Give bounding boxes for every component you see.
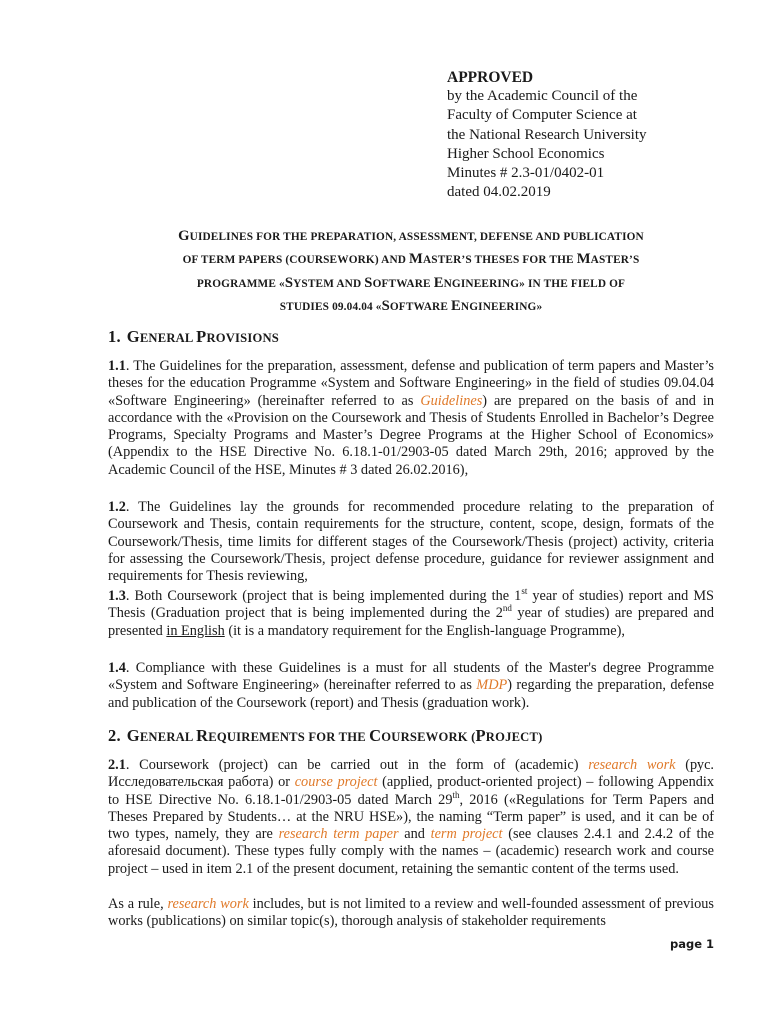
paragraph-1-3: 1.3. Both Coursework (project that is being implemented during the 1st year of studies) report and MS Thesis (Graduation project that is being implemented during the 2nd year of studies) are prepared and presented in English (it is a mandatory requirement for the English-language Programme),: [108, 586, 715, 639]
approval-line: by the Academic Council of the: [447, 88, 638, 105]
title-line: OF TERM PAPERS (COURSEWORK) AND MASTER’S THESES FOR THE MASTER’S: [182, 251, 640, 268]
approval-heading: APPROVED: [447, 69, 534, 86]
document-title: [108, 225, 714, 319]
section-1-heading: 1. GENERAL PROVISIONS: [108, 327, 279, 346]
page-number: page 1: [669, 937, 714, 951]
approval-line: the National Research University: [447, 126, 647, 143]
paragraph-1-2: 1.2. The Guidelines lay the grounds for recommended procedure relating to the preparation of Coursework and Thesis, contain requirements for the structure, content, scope, design, formats of the Coursework/Thesis, time limits for different stages of the Coursework/Thesis (project) activity, criteria for assessing the Coursework/Thesis, project defense procedure, guidance for reviewer assignment and requirements for Thesis reviewing,: [108, 499, 714, 585]
approval-line: dated 04.02.2019: [447, 184, 551, 201]
approval-line: Faculty of Computer Science at: [447, 107, 637, 124]
approval-line: Minutes # 2.3-01/0402-01: [447, 165, 605, 182]
title-line: PROGRAMME «SYSTEM AND SOFTWARE ENGINEERING» IN THE FIELD OF: [196, 274, 626, 291]
paragraph-2-rule: As a rule, research work includes, but is not limited to a review and well-founded assessment of previous works (publications) on similar topic(s), thorough analysis of stakeholder requirements: [108, 896, 714, 930]
paragraph-1-1: 1.1. The Guidelines for the preparation, assessment, defense and publication of term papers and Master’s theses for the education Programme «System and Software Engineering» in the field of studies 09.04.04 «Software Engineering» (hereinafter referred to as Guidelines) are prepared on the basis of and in accordance with the «Provision on the Coursework and Thesis of Students Enrolled in Bachelor’s Degree Programs, Specialty Programs and Master’s Degree Programs at the Higher School of Economics» (Appendix to the HSE Directive No. 6.18.1-01/2903-05 dated March 29th, 2016; approved by the Academic Council of the HSE, Minutes # 3 dated 26.02.2016),: [108, 358, 715, 478]
section-2-heading: 2. GENERAL REQUIREMENTS FOR THE COURSEWORK (PROJECT): [108, 726, 543, 745]
title-line: GUIDELINES FOR THE PREPARATION, ASSESSMENT, DEFENSE AND PUBLICATION: [178, 228, 644, 244]
paragraph-2-1: 2.1. Coursework (project) can be carried out in the form of (academic) research work (рус. Исследовательская работа) or course project (applied, product-oriented project) – following Appendix to HSE Directive No. 6.18.1-01/2903-05 dated March 29th, 2016 («Regulations for Term Papers and Theses Prepared by Students… at the NRU HSE»), the naming “Term paper” is used, and it can be of two types, namely, they are research term paper and term project (see clauses 2.4.1 and 2.4.2 of the aforesaid document). These types fully comply with the names – (academic) research work and course project – used in item 2.1 of the present document, retaining the semantic content of the terms used.: [108, 757, 714, 877]
approval-line: Higher School Economics: [447, 145, 605, 162]
paragraph-1-4: 1.4. Compliance with these Guidelines is a must for all students of the Master's degree Programme «System and Software Engineering» (hereinafter referred to as MDP) regarding the preparation, defense and publication of the Coursework (report) and Thesis (graduation work).: [108, 660, 714, 711]
approval-block: [447, 68, 727, 202]
title-line: STUDIES 09.04.04 «SOFTWARE ENGINEERING»: [279, 298, 543, 315]
